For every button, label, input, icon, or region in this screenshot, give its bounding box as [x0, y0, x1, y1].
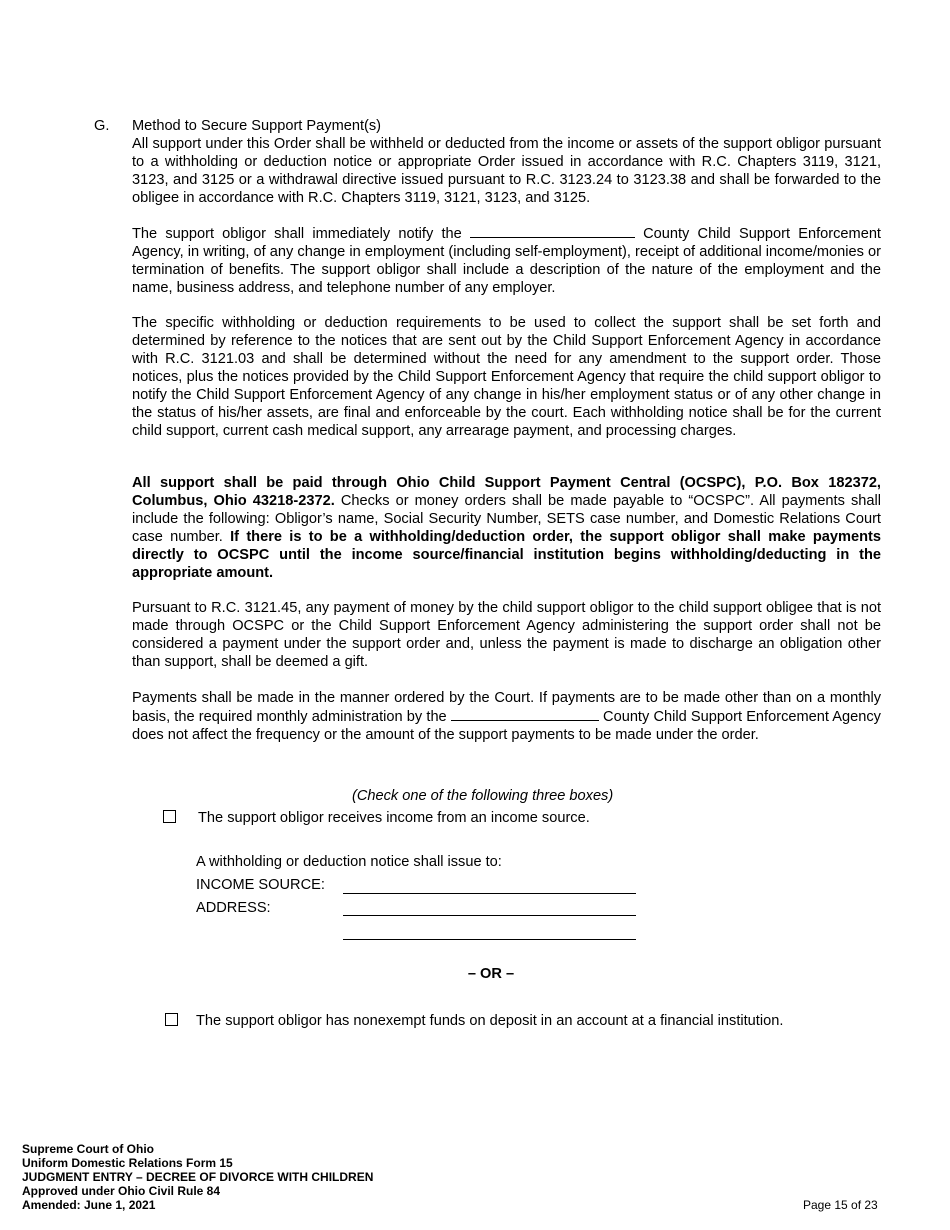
- footer-court: Supreme Court of Ohio: [22, 1142, 154, 1156]
- county-blank-field[interactable]: [470, 224, 635, 238]
- paragraph-gift: Pursuant to R.C. 3121.45, any payment of money by the child support obligor to the child support obligee that is not made through OCSPC or the Child Support Enforcement Agency administering the support order shall not be considered a payment under the support order and, unless the payment is made to discharge an obligation other than support, shall be deemed a gift.: [132, 600, 881, 670]
- payment-text-start: Payments shall be made in the manner ordered by the Court. If payments are to be made other than on a monthly basis, the required monthly administration by the: [132, 690, 881, 725]
- income-source-field[interactable]: [343, 893, 636, 894]
- county-blank-field-2[interactable]: [451, 707, 599, 721]
- form-footer: [22, 1142, 373, 1212]
- footer-form-name: Uniform Domestic Relations Form 15: [22, 1156, 233, 1170]
- paragraph-notify: [132, 224, 881, 297]
- ocspc-direct-payment-bold: If there is to be a withholding/deduction order, the support obligor shall make payments directly to OCSPC until the income source/financial institution begins withholding/deducting in the appropriate amount.: [132, 529, 881, 581]
- paragraph-requirements: The specific withholding or deduction requirements to be used to collect the support shall be set forth and determined by reference to the notices that are sent out by the Child Support Enforcement Agency in accordance with R.C. 3121.03 and shall be determined without the need for any amendment to the support order. Those notices, plus the notices provided by the Child Support Enforcement Agency that require the child support obligor to notify the Child Support Enforcement Agency of any change in his/her employment status or of any other change in the status of his/her assets, are final and enforceable by the court. Each withholding notice shall be for the current child support, current cash medical support, any arrearage payment, and processing charges.: [132, 315, 881, 439]
- section-title: Method to Secure Support Payment(s): [132, 118, 382, 134]
- notice-intro: A withholding or deduction notice shall issue to:: [196, 854, 502, 870]
- footer-entry-title: JUDGMENT ENTRY – DECREE OF DIVORCE WITH CHILDREN: [22, 1170, 374, 1184]
- check-instruction: (Check one of the following three boxes): [352, 788, 614, 804]
- option-income-source: The support obligor receives income from an income source.: [198, 810, 590, 826]
- notify-text-start: The support obligor shall immediately notify the: [132, 226, 462, 242]
- income-source-label: INCOME SOURCE:: [196, 877, 325, 893]
- page-number: Page 15 of 23: [803, 1198, 878, 1212]
- option-financial-institution: The support obligor has nonexempt funds on deposit in an account at a financial institution.: [196, 1013, 784, 1029]
- ocspc-address-bold: All support shall be paid through Ohio Child Support Payment Central (OCSPC), P.O. Box 182372, Columbus, Ohio 43218-2372.: [132, 475, 881, 509]
- paragraph-withholding: All support under this Order shall be withheld or deducted from the income or assets of the support obligor pursuant to a withholding or deduction notice or appropriate Order issued in accordance with R.C. Chapters 3119, 3121, 3123, and 3125 or a withdrawal directive issued pursuant to R.C. 3123.24 to 3123.38 and shall be forwarded to the obligee in accordance with R.C. Chapters 3119, 3121, 3123, and 3125.: [132, 136, 881, 206]
- financial-institution-checkbox[interactable]: [165, 1013, 178, 1026]
- payment-text-end: County Child Support Enforcement Agency does not affect the frequency or the amount of the support payments to be made under the order.: [132, 709, 881, 743]
- footer-amended: Amended: June 1, 2021: [22, 1198, 156, 1212]
- address-field-line-2[interactable]: [343, 939, 636, 940]
- footer-rule: Approved under Ohio Civil Rule 84: [22, 1184, 221, 1198]
- paragraph-payment-manner: [132, 689, 881, 744]
- ocspc-instructions: Checks or money orders shall be made payable to “OCSPC”. All payments shall include the following: Obligor’s name, Social Security Number, SETS case number, and Domestic Relations Court case number.: [132, 493, 881, 545]
- paragraph-ocspc: [132, 474, 881, 582]
- or-separator: – OR –: [467, 966, 515, 982]
- section-letter: G.: [94, 118, 110, 134]
- income-source-checkbox[interactable]: [163, 810, 176, 823]
- address-field-line-1[interactable]: [343, 915, 636, 916]
- address-label: ADDRESS:: [196, 900, 271, 916]
- notify-text-end: County Child Support Enforcement Agency, in writing, of any change in employment (including self-employment), receipt of additional income/monies or termination of benefits. The support obligor shall include a description of the nature of the employment and the name, business address, and telephone number of any employer.: [132, 226, 881, 296]
